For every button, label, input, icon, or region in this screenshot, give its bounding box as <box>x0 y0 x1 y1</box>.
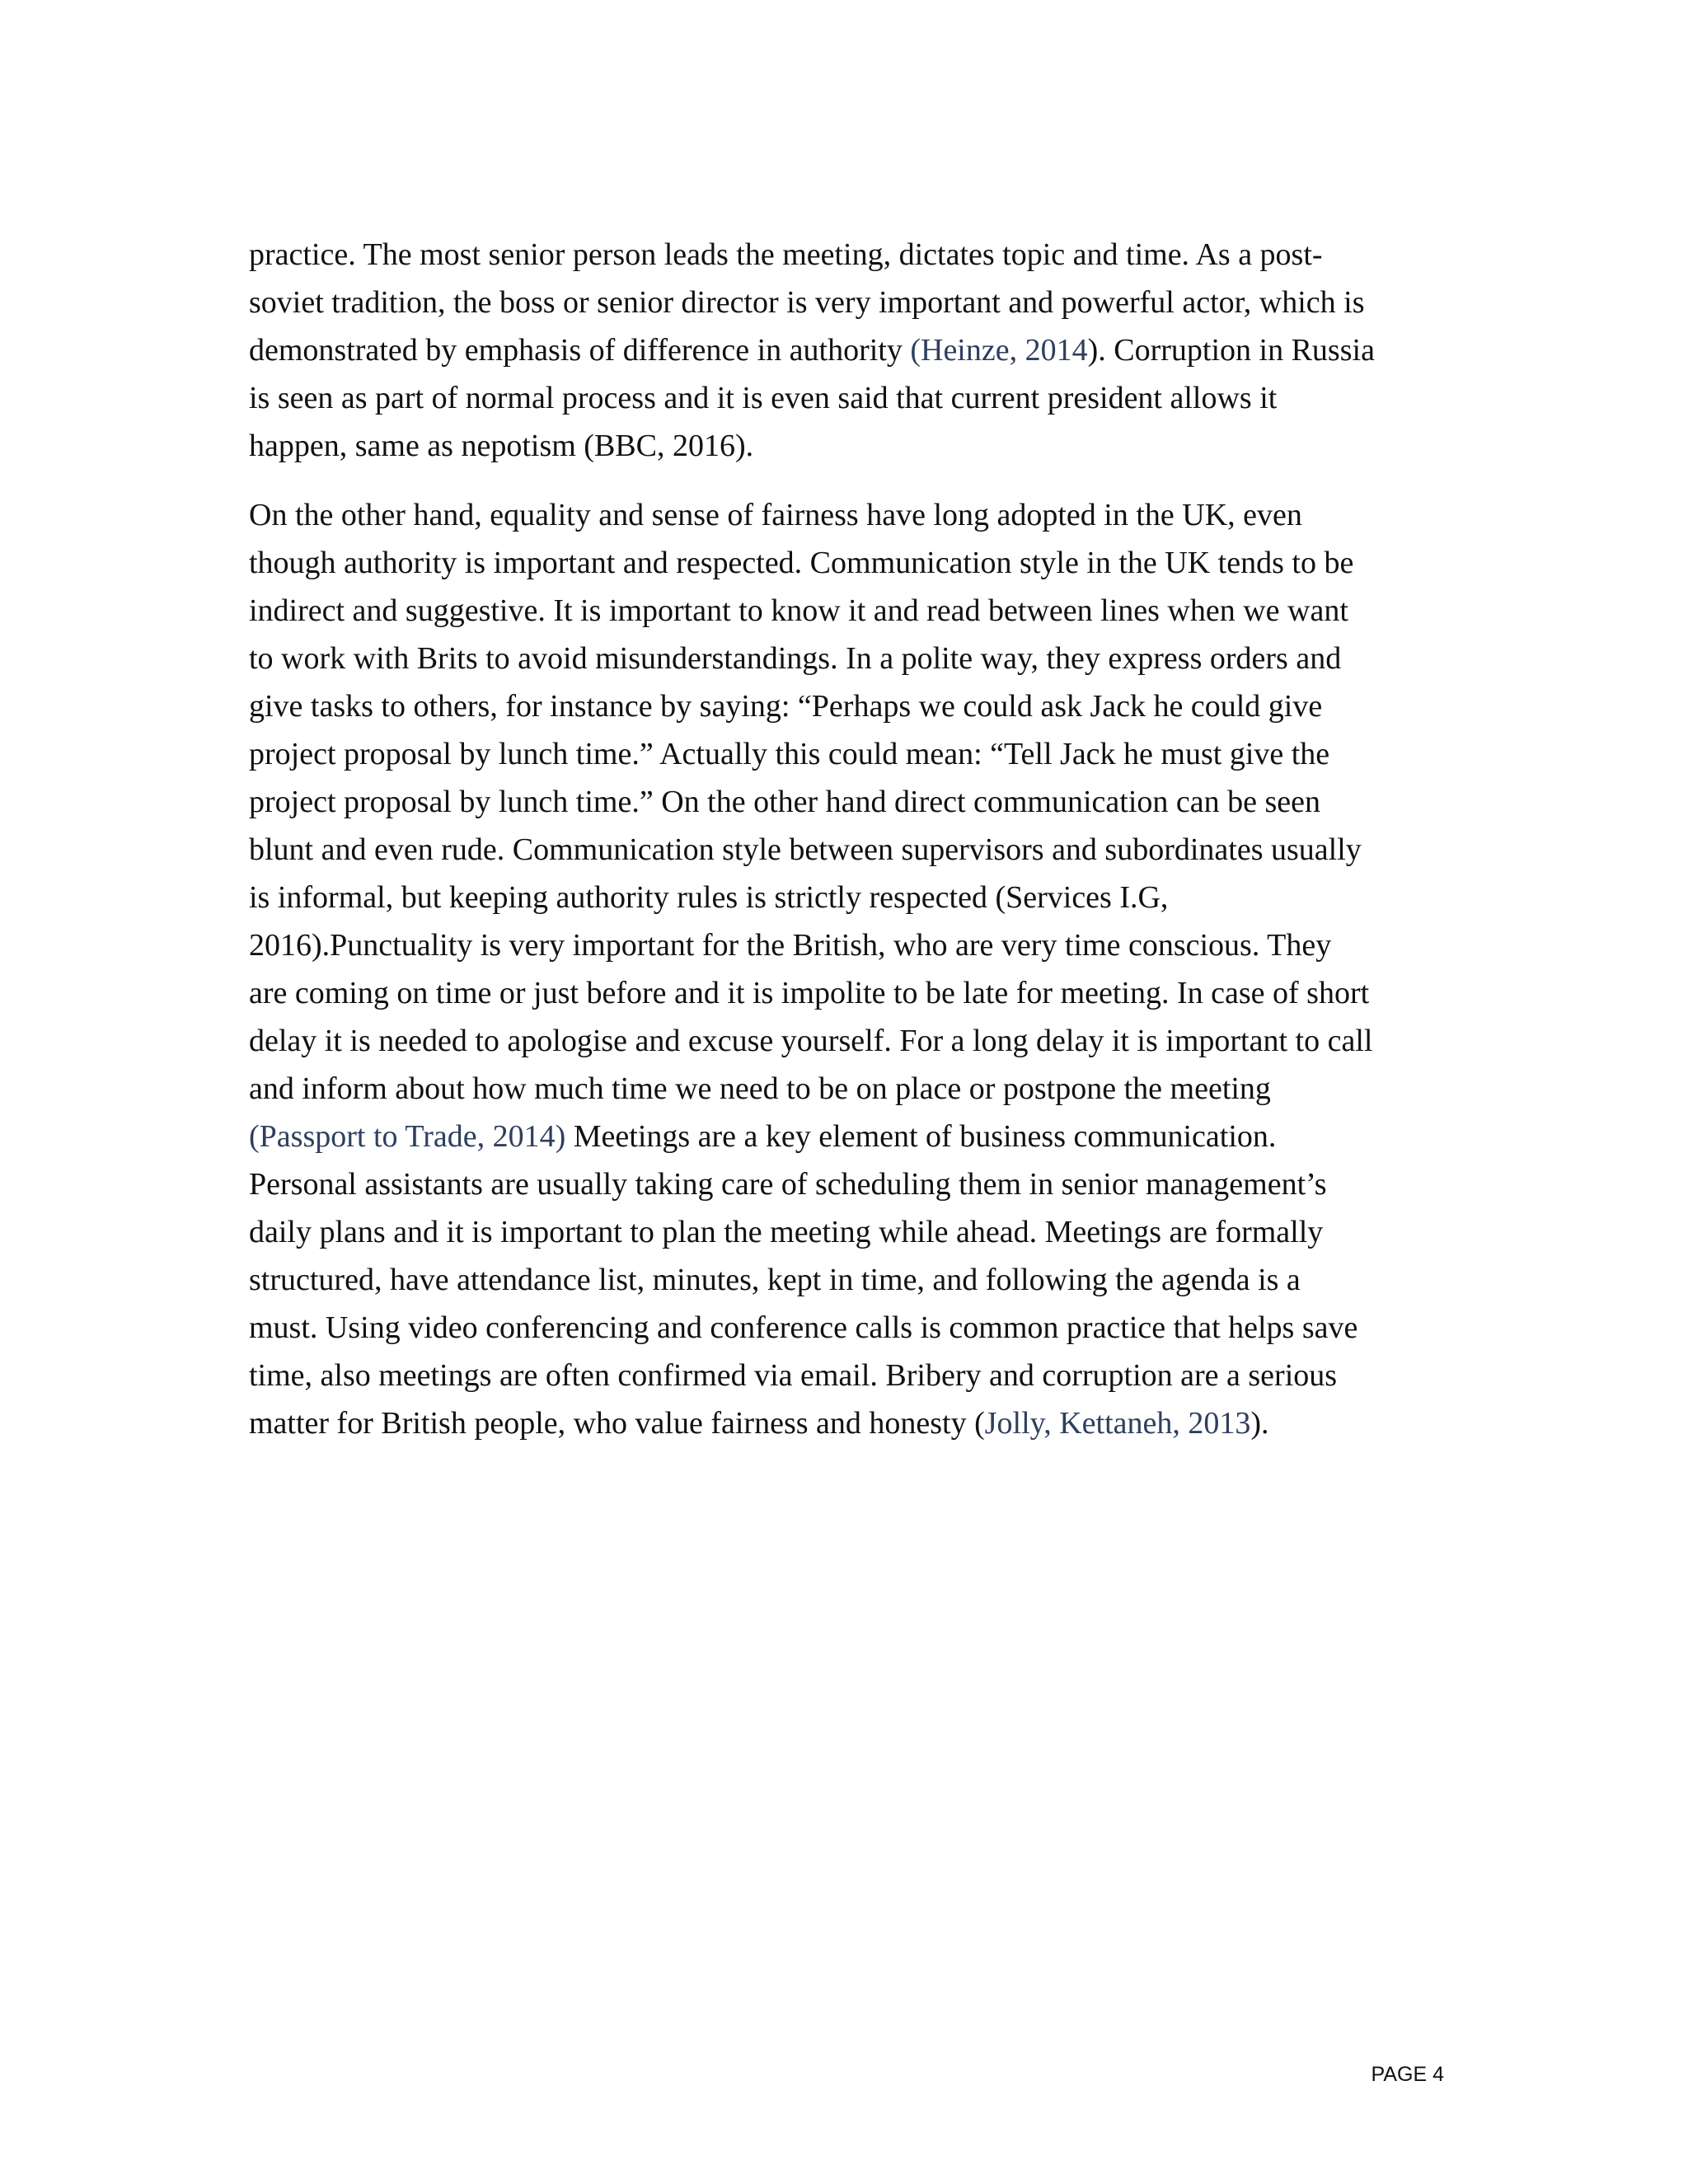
text-line <box>249 231 1452 279</box>
text-segment: ). Corruption in Russia <box>1087 333 1375 368</box>
citation-link[interactable]: (Heinze, 2014 <box>910 333 1088 368</box>
text-segment: ). <box>1250 1406 1269 1441</box>
text-segment: matter for British people, who value fairness and honesty ( <box>249 1406 985 1441</box>
text-segment: Meetings are a key element of business communication. <box>565 1119 1277 1154</box>
text-segment: project proposal by lunch time.” On the other hand direct communication can be seen <box>249 785 1321 819</box>
text-segment: happen, same as nepotism (BBC, 2016). <box>249 429 754 463</box>
text-segment: Personal assistants are usually taking care of scheduling them in senior management’s <box>249 1167 1327 1202</box>
text-line <box>249 1352 1452 1399</box>
text-line <box>249 1399 1452 1447</box>
text-segment: demonstrated by emphasis of difference in authority <box>249 333 911 368</box>
text-line <box>249 374 1452 422</box>
text-line <box>249 326 1452 374</box>
text-segment: give tasks to others, for instance by saying: “Perhaps we could ask Jack he could give <box>249 689 1323 724</box>
text-segment: structured, have attendance list, minutes, kept in time, and following the agenda is a <box>249 1263 1301 1297</box>
paragraph-uk <box>249 491 1452 1447</box>
text-line <box>249 422 1452 470</box>
text-segment: is informal, but keeping authority rules is strictly respected (Services I.G, <box>249 880 1169 915</box>
text-line <box>249 682 1452 730</box>
text-segment: though authority is important and respected. Communication style in the UK tends to be <box>249 546 1354 580</box>
page-number: PAGE 4 <box>1371 2063 1444 2086</box>
text-line <box>249 539 1452 587</box>
text-line <box>249 1208 1452 1256</box>
text-line <box>249 921 1452 969</box>
text-segment: practice. The most senior person leads the meeting, dictates topic and time. As a post- <box>249 237 1323 272</box>
paragraph-russia <box>249 231 1452 470</box>
text-line <box>249 587 1452 635</box>
text-segment: 2016).Punctuality is very important for the British, who are very time conscious. They <box>249 928 1332 963</box>
text-line <box>249 874 1452 921</box>
text-line <box>249 491 1452 539</box>
text-segment: blunt and even rude. Communication style between supervisors and subordinates usually <box>249 832 1362 867</box>
text-line <box>249 778 1452 826</box>
text-segment: is seen as part of normal process and it is even said that current president allows it <box>249 381 1278 415</box>
text-segment: must. Using video conferencing and conference calls is common practice that helps save <box>249 1310 1358 1345</box>
text-segment: project proposal by lunch time.” Actually this could mean: “Tell Jack he must give the <box>249 737 1330 771</box>
citation-link[interactable]: Jolly, Kettaneh, 2013 <box>984 1406 1251 1441</box>
text-line <box>249 969 1452 1017</box>
citation-link[interactable]: (Passport to Trade, 2014) <box>249 1119 566 1154</box>
text-segment: delay it is needed to apologise and excuse yourself. For a long delay it is important to call <box>249 1024 1373 1058</box>
text-line <box>249 279 1452 326</box>
text-segment: time, also meetings are often confirmed via email. Bribery and corruption are a serious <box>249 1358 1338 1393</box>
text-segment: On the other hand, equality and sense of fairness have long adopted in the UK, even <box>249 498 1302 532</box>
text-segment: soviet tradition, the boss or senior director is very important and powerful actor, which is <box>249 285 1365 320</box>
text-line <box>249 1304 1452 1352</box>
text-segment: daily plans and it is important to plan the meeting while ahead. Meetings are formally <box>249 1215 1324 1249</box>
text-line <box>249 1017 1452 1065</box>
text-segment: indirect and suggestive. It is important to know it and read between lines when we want <box>249 593 1348 628</box>
text-line <box>249 1065 1452 1113</box>
text-line <box>249 1113 1452 1160</box>
text-segment: are coming on time or just before and it is impolite to be late for meeting. In case of short <box>249 976 1370 1010</box>
text-line <box>249 826 1452 874</box>
text-line <box>249 1160 1452 1208</box>
text-line <box>249 1256 1452 1304</box>
text-line <box>249 730 1452 778</box>
text-segment: to work with Brits to avoid misunderstandings. In a polite way, they express orders and <box>249 641 1342 676</box>
text-segment: and inform about how much time we need to be on place or postpone the meeting <box>249 1071 1271 1106</box>
text-line <box>249 635 1452 682</box>
